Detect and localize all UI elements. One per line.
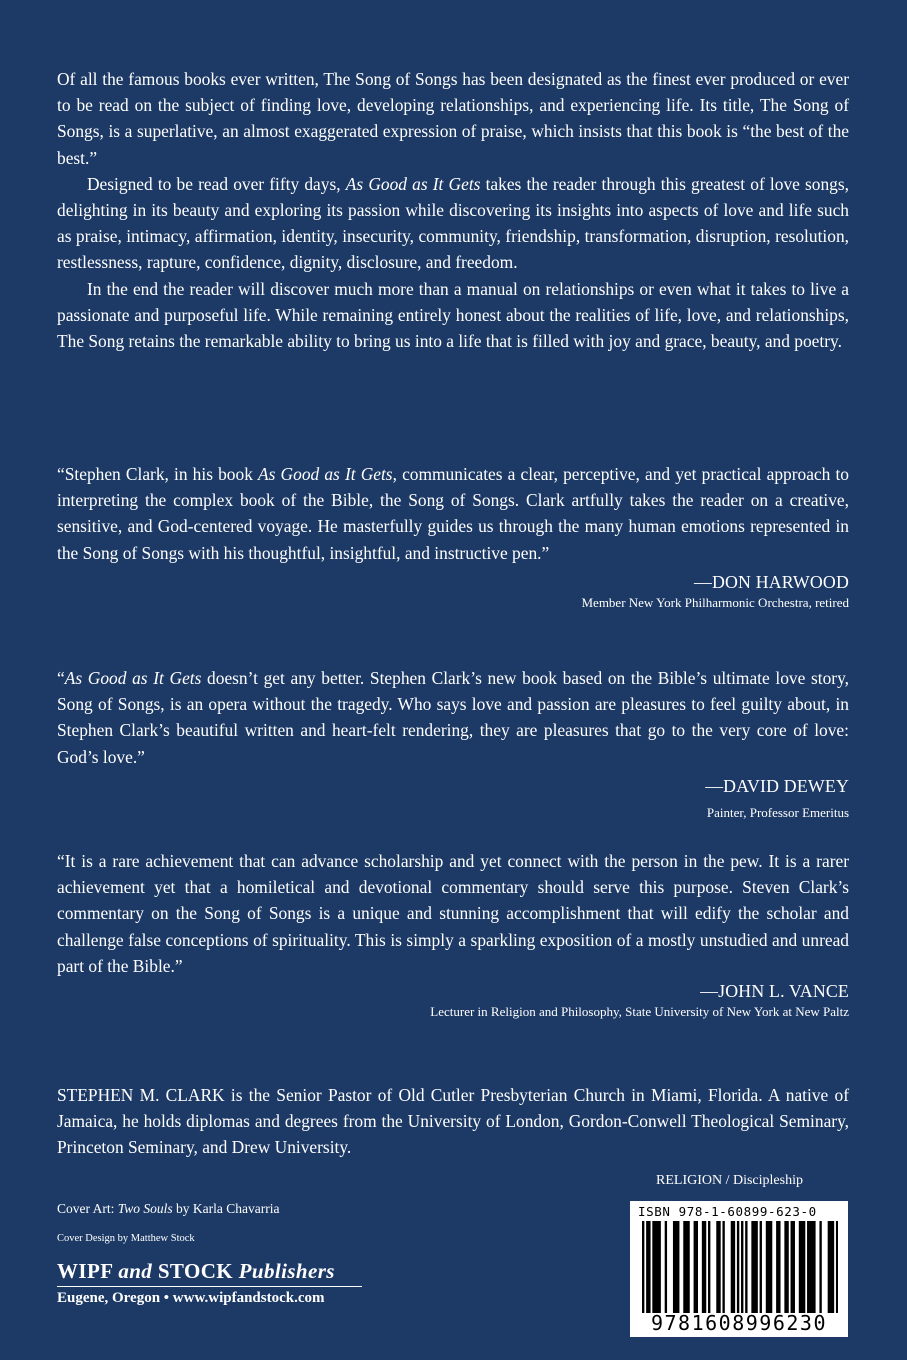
barcode-bar	[801, 1221, 803, 1313]
barcode-bar	[836, 1221, 838, 1313]
publisher-name-1: WIPF	[57, 1259, 119, 1283]
barcode-bar	[832, 1221, 834, 1313]
barcode-bar	[809, 1221, 811, 1313]
endorsement-3	[57, 848, 849, 1021]
barcode-bar	[646, 1221, 648, 1313]
barcode-bar	[722, 1221, 724, 1313]
barcode-bar	[778, 1221, 780, 1313]
barcode-bar	[656, 1221, 658, 1313]
barcode-bar	[793, 1221, 795, 1313]
barcode-bar	[755, 1221, 757, 1313]
endorsement-2	[57, 665, 849, 822]
description-block	[57, 66, 849, 354]
description-paragraph-1: Of all the famous books ever written, The Song of Songs has been designated as the finest ever produced or ever to be read on the subject of finding love, developing relationships, and experiencing life. Its title, The Song of Songs, is a superlative, an almost exaggerated expression of praise, which insists that this book is “the best of the best.”	[57, 69, 849, 168]
description-2-post: takes the reader through this greatest of love songs, delighting in its beauty and exploring its passion while discovering its insights into aspects of love and life such as praise, intimacy, affirmation, identity, insecurity, community, friendship, transformation, disruption, resolution, restlessness, rapture, confidence, dignity, disclosure, and freedom.	[57, 173, 849, 273]
barcode-bar	[694, 1221, 696, 1313]
barcode-bar	[770, 1221, 772, 1313]
description-2-pre: Designed to be read over fifty days,	[87, 173, 346, 194]
book-title-italic: As Good as It Gets	[345, 173, 481, 194]
barcode-bar	[673, 1221, 675, 1313]
barcode-bar	[675, 1221, 677, 1313]
barcode-bar	[807, 1221, 809, 1313]
barcode-bar	[659, 1221, 661, 1313]
endorser-role: Member New York Philharmonic Orchestra, retired	[581, 594, 849, 610]
cover-art-credit	[57, 1201, 279, 1217]
quote-pre: “Stephen Clark, in his book	[57, 464, 259, 484]
barcode-bar	[784, 1221, 786, 1313]
barcode-bar	[813, 1221, 815, 1313]
publisher-name-and: and	[118, 1259, 153, 1283]
endorser-role: Painter, Professor Emeritus	[706, 804, 849, 820]
publisher-name	[57, 1259, 362, 1287]
barcode-bar	[803, 1221, 805, 1313]
barcode-digits: 9781608996230	[650, 1311, 828, 1335]
barcode-bar	[768, 1221, 770, 1313]
barcode-bars	[642, 1221, 838, 1313]
quote-pre: “	[57, 668, 65, 688]
barcode-bar	[799, 1221, 801, 1313]
barcode-bar	[776, 1221, 778, 1313]
cover-art-title: Two Souls	[117, 1201, 173, 1216]
barcode-bar	[652, 1221, 654, 1313]
bio-text: STEPHEN M. CLARK is the Senior Pastor of Old Cutler Presbyterian Church in Miami, Florida. A native of Jamaica, he holds diplomas and degrees from the University of London, Gordon-Conwell Theological Seminary, Princeton Seminary, and Drew University.	[57, 1085, 849, 1158]
quote-post: doesn’t get any better. Stephen Clark’s new book based on the Bible’s ultimate love story, Song of Songs, is an opera without the tragedy. Who says love and passion are pleasures to feel guilty about, in Stephen Clark’s beautiful written and heart-felt rendering, they are pleasures that go to the very core of love: God’s love.”	[57, 668, 849, 767]
barcode-bar	[733, 1221, 735, 1313]
barcode-bar	[683, 1221, 685, 1313]
publisher-location: Eugene, Oregon • www.wipfandstock.com	[57, 1290, 325, 1306]
author-bio	[57, 1082, 849, 1161]
endorsement-quote	[57, 665, 849, 770]
endorser-name: —DAVID DEWEY	[705, 775, 849, 796]
quote-italic: As Good as It Gets	[258, 464, 393, 484]
description-paragraph-2	[57, 171, 849, 276]
barcode-bar	[702, 1221, 704, 1313]
barcode-bar	[766, 1221, 768, 1313]
barcode-bar	[828, 1221, 830, 1313]
description-paragraph-3: In the end the reader will discover much more than a manual on relationships or even what it takes to live a passionate and purposeful life. While remaining entirely honest about the realities of life, love, and relationships, The Song retains the remarkable ability to bring us into a life that is filled with joy and grace, beauty, and poetry.	[57, 278, 849, 352]
endorser-role: Lecturer in Religion and Philosophy, State University of New York at New Paltz	[430, 1004, 849, 1020]
endorser-name: —DON HARWOOD	[693, 571, 849, 592]
barcode-bar	[791, 1221, 793, 1313]
publisher-name-2: STOCK	[152, 1259, 239, 1283]
quote-pre: “It is a rare achievement that can advance scholarship and yet connect with the person in the pew. It is a rarer achievement yet that a homiletical and devotional commentary should serve this purpose. Steven Clark’s commentary on the Song of Songs is a unique and stunning accomplishment that will edify the scholar and challenge false conceptions of spirituality. This is simply a sparkling exposition of a mostly unstudied and unread part of the Bible.”	[57, 851, 849, 976]
barcode-bar	[685, 1221, 687, 1313]
publisher-name-3: Publishers	[238, 1259, 335, 1283]
barcode-bar	[708, 1221, 710, 1313]
barcode-bar	[819, 1221, 821, 1313]
isbn-barcode	[630, 1201, 848, 1337]
cover-art-prefix: Cover Art:	[57, 1201, 118, 1216]
barcode-bar	[751, 1221, 753, 1313]
barcode-bar	[718, 1221, 720, 1313]
barcode-bar	[654, 1221, 656, 1313]
endorsement-quote	[57, 461, 849, 566]
barcode-bar	[642, 1221, 644, 1313]
barcode-bar	[745, 1221, 747, 1313]
endorsement-quote	[57, 848, 849, 979]
barcode-bar	[696, 1221, 698, 1313]
barcode-bar	[786, 1221, 788, 1313]
cover-design-credit: Cover Design by Matthew Stock	[57, 1233, 195, 1244]
barcode-bar	[716, 1221, 718, 1313]
barcode-bar	[665, 1221, 667, 1313]
barcode-bar	[731, 1221, 733, 1313]
endorser-name: —JOHN L. VANCE	[700, 981, 849, 1002]
barcode-bar	[753, 1221, 755, 1313]
cover-art-suffix: by Karla Chavarria	[172, 1201, 280, 1216]
barcode-bar	[687, 1221, 689, 1313]
barcode-bar	[737, 1221, 739, 1313]
barcode-bar	[811, 1221, 813, 1313]
barcode-bar	[741, 1221, 743, 1313]
barcode-bar	[760, 1221, 762, 1313]
quote-post: , communicates a clear, perceptive, and yet practical approach to interpreting the complex book of the Bible, the Song of Songs. Clark artfully takes the reader on a creative, sensitive, and God-centered voyage. He masterfully guides us through the many human emotions represented in the Song of Songs with his thoughtful, insightful, and instructive pen.”	[57, 464, 850, 563]
endorsement-1	[57, 461, 849, 612]
isbn-label: ISBN 978-1-60899-623-0	[638, 1204, 817, 1219]
barcode-bar	[677, 1221, 679, 1313]
barcode-bar	[704, 1221, 706, 1313]
barcode-bar	[648, 1221, 650, 1313]
category-label: RELIGION / Discipleship	[656, 1173, 803, 1188]
barcode-bar	[830, 1221, 832, 1313]
quote-italic: As Good as It Gets	[64, 668, 202, 688]
